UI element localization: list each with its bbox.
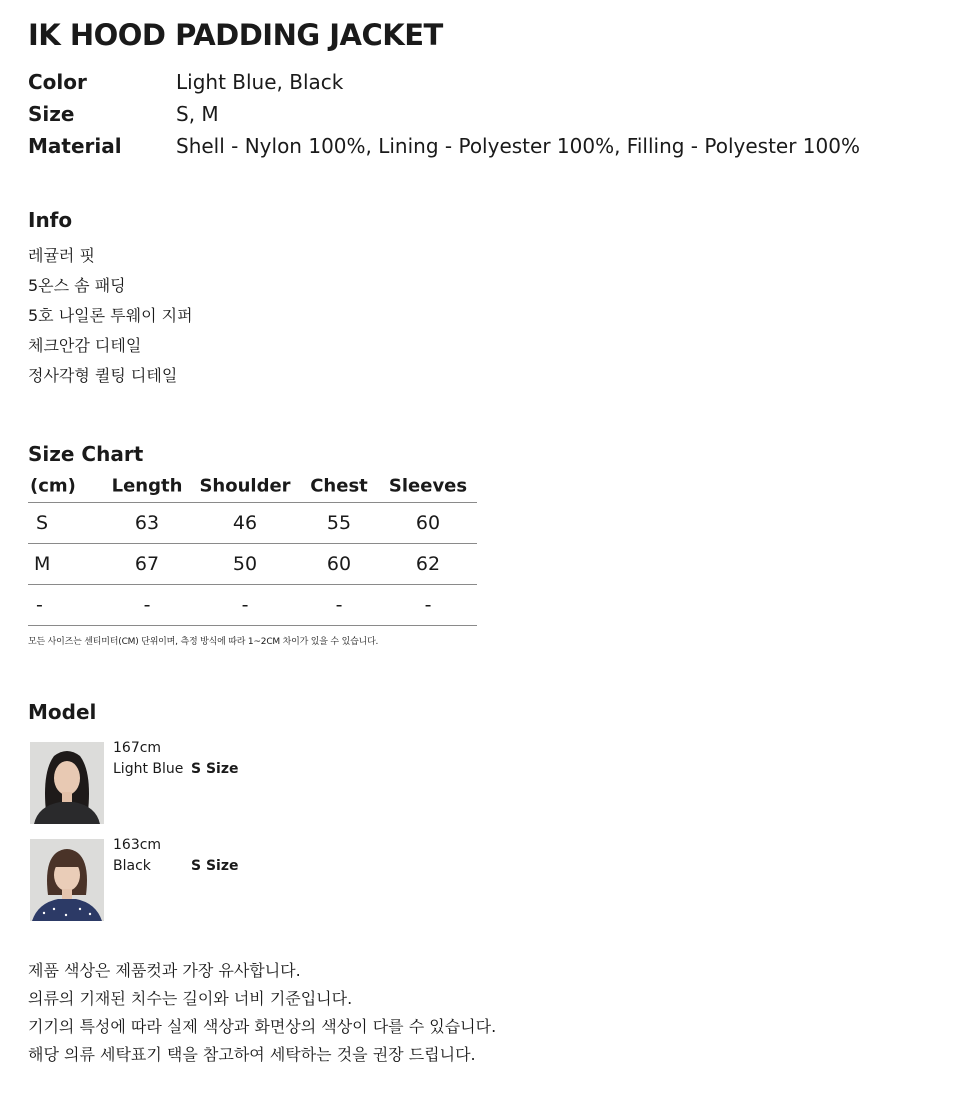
notice-line: 기기의 특성에 따라 실제 색상과 화면상의 색상이 다를 수 있습니다.	[28, 1017, 497, 1036]
table-cell: 46	[232, 512, 258, 534]
product-title: IK HOOD PADDING JACKET	[28, 18, 443, 52]
model-height: 167cm	[113, 740, 162, 756]
header-cell: Shoulder	[199, 475, 291, 497]
table-cell: 50	[232, 553, 258, 575]
notice-line: 제품 색상은 제품컷과 가장 유사합니다.	[28, 961, 301, 980]
notice-line: 해당 의류 세탁표기 택을 참고하여 세탁하는 것을 권장 드립니다.	[28, 1045, 476, 1064]
table-cell: S	[36, 512, 49, 534]
model-face	[54, 761, 80, 795]
info-line: 정사각형 퀼팅 디테일	[28, 366, 178, 385]
model-size: S Size	[191, 858, 239, 874]
table-cell: -	[424, 594, 432, 616]
model-photo	[30, 839, 104, 921]
table-cell: 63	[134, 512, 160, 534]
table-cell: -	[335, 594, 343, 616]
info-title: Info	[28, 208, 73, 232]
table-row	[28, 584, 477, 626]
spec-value: Shell - Nylon 100%, Lining - Polyester 100%, Filling - Polyester 100%	[176, 134, 860, 158]
table-cell: 62	[415, 553, 441, 575]
spec-label: Size	[28, 102, 75, 126]
table-cell: 60	[326, 553, 352, 575]
model-height: 163cm	[113, 837, 162, 853]
size-chart-table	[28, 470, 477, 626]
spec-value: Light Blue, Black	[176, 70, 344, 94]
info-line: 레귤러 핏	[28, 246, 95, 265]
size-chart-note: 모든 사이즈는 센티미터(CM) 단위이며, 측정 방식에 따라 1~2CM 차이가 있을 수 있습니다.	[28, 637, 379, 647]
table-cell: -	[143, 594, 151, 616]
header-cell: (cm)	[30, 475, 76, 497]
model-photo	[30, 742, 104, 824]
notice-line: 의류의 기재된 치수는 길이와 너비 기준입니다.	[28, 989, 353, 1008]
model-portrait-image	[30, 839, 104, 921]
table-row	[28, 502, 477, 543]
model-color: Black	[113, 858, 151, 874]
size-chart-header	[28, 470, 477, 502]
spec-label: Color	[28, 70, 87, 94]
spec-value: S, M	[176, 102, 219, 126]
header-cell: Sleeves	[388, 475, 468, 497]
table-cell: -	[36, 594, 43, 616]
table-row	[28, 543, 477, 584]
table-cell: 60	[415, 512, 441, 534]
info-line: 5온스 솜 패딩	[28, 276, 126, 295]
model-color: Light Blue	[113, 761, 184, 777]
size-chart-title: Size Chart	[28, 442, 144, 466]
model-size: S Size	[191, 761, 239, 777]
table-cell: M	[34, 553, 51, 575]
model-title: Model	[28, 700, 97, 724]
header-cell: Chest	[310, 475, 368, 497]
table-cell: 67	[134, 553, 160, 575]
info-line: 5호 나일론 투웨이 지퍼	[28, 306, 193, 325]
table-cell: -	[241, 594, 249, 616]
model-neck	[62, 889, 72, 899]
table-cell: 55	[326, 512, 352, 534]
info-line: 체크안감 디테일	[28, 336, 142, 355]
header-cell: Length	[111, 475, 183, 497]
model-portrait-image	[30, 742, 104, 824]
spec-label: Material	[28, 134, 122, 158]
